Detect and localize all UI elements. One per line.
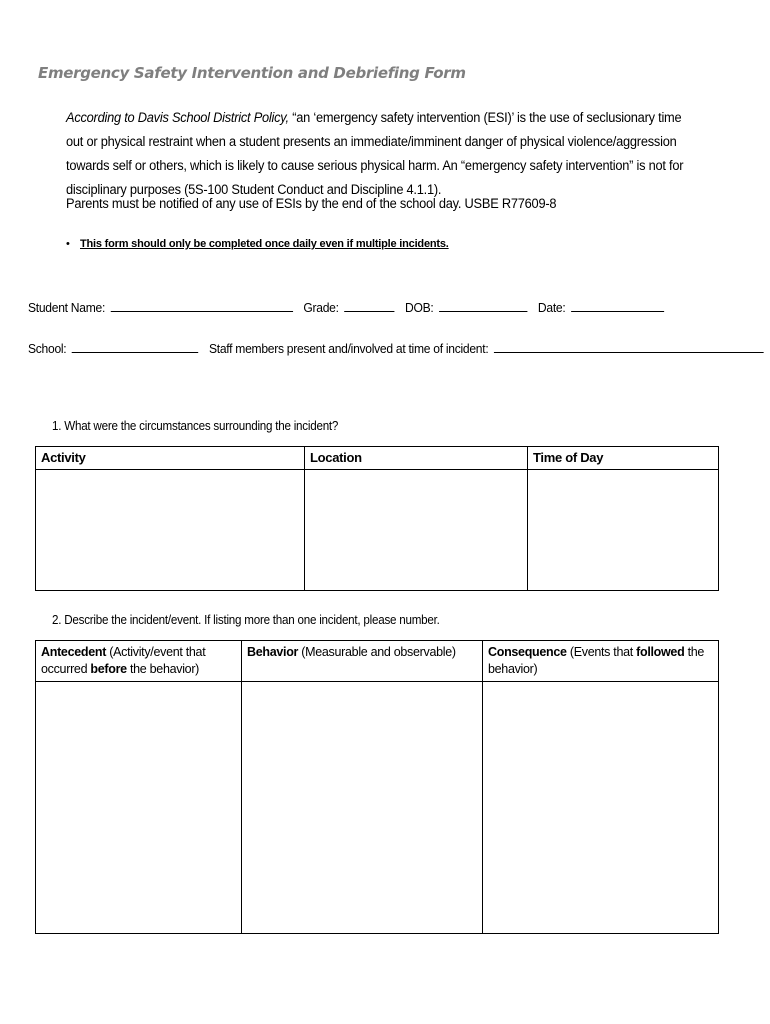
activity-header: Activity <box>36 447 305 470</box>
parent-notice: Parents must be notified of any use of ESIs by the end of the school day. USBE R77609-8 <box>66 196 557 211</box>
time-of-day-cell[interactable] <box>528 470 719 591</box>
student-name-label: Student Name: <box>28 300 106 315</box>
school-field[interactable] <box>72 339 198 353</box>
policy-text: “an ‘emergency safety intervention (ESI)’ is the use of seclusionary time out or physical restraint when a student presents an immediate/imminent danger of physical violence/aggression towards self or others, which is likely to cause serious physical harm. An “emergency safety intervention” is not for disciplinary purposes (5S-100 Student Conduct and Discipline 4.1.1). <box>66 110 684 197</box>
once-daily-text: This form should only be completed once daily even if multiple incidents. <box>80 238 449 250</box>
dob-field[interactable] <box>439 298 527 312</box>
question-2: 2. Describe the incident/event. If listing more than one incident, please number. <box>52 613 440 627</box>
consequence-header: Consequence (Events that followed the behavior) <box>483 641 719 682</box>
staff-label: Staff members present and/involved at time of incident: <box>208 341 489 356</box>
policy-paragraph <box>66 106 693 202</box>
staff-field[interactable] <box>494 339 764 353</box>
antecedent-cell[interactable] <box>36 682 242 934</box>
date-label: Date: <box>537 300 566 315</box>
policy-lead: According to Davis School District Policy, <box>66 110 293 125</box>
antecedent-header: Antecedent (Activity/event that occurred before the behavior) <box>36 641 242 682</box>
bullet-icon: • <box>66 238 70 250</box>
time-of-day-header: Time of Day <box>528 447 719 470</box>
question-1: 1. What were the circumstances surrounding the incident? <box>52 419 339 433</box>
circumstances-table <box>35 446 719 591</box>
behavior-header: Behavior (Measurable and observable) <box>242 641 483 682</box>
grade-field[interactable] <box>344 298 394 312</box>
form-title: Emergency Safety Intervention and Debriefing Form <box>38 64 466 82</box>
incident-table <box>35 640 719 934</box>
behavior-cell[interactable] <box>242 682 483 934</box>
grade-label: Grade: <box>303 300 339 315</box>
student-info-row <box>28 298 671 315</box>
school-label: School: <box>28 341 67 356</box>
activity-cell[interactable] <box>36 470 305 591</box>
date-field[interactable] <box>571 298 664 312</box>
student-name-field[interactable] <box>111 298 293 312</box>
once-daily-note <box>66 238 449 250</box>
consequence-cell[interactable] <box>483 682 719 934</box>
location-header: Location <box>305 447 528 470</box>
location-cell[interactable] <box>305 470 528 591</box>
school-staff-row <box>28 339 770 356</box>
dob-label: DOB: <box>405 300 434 315</box>
